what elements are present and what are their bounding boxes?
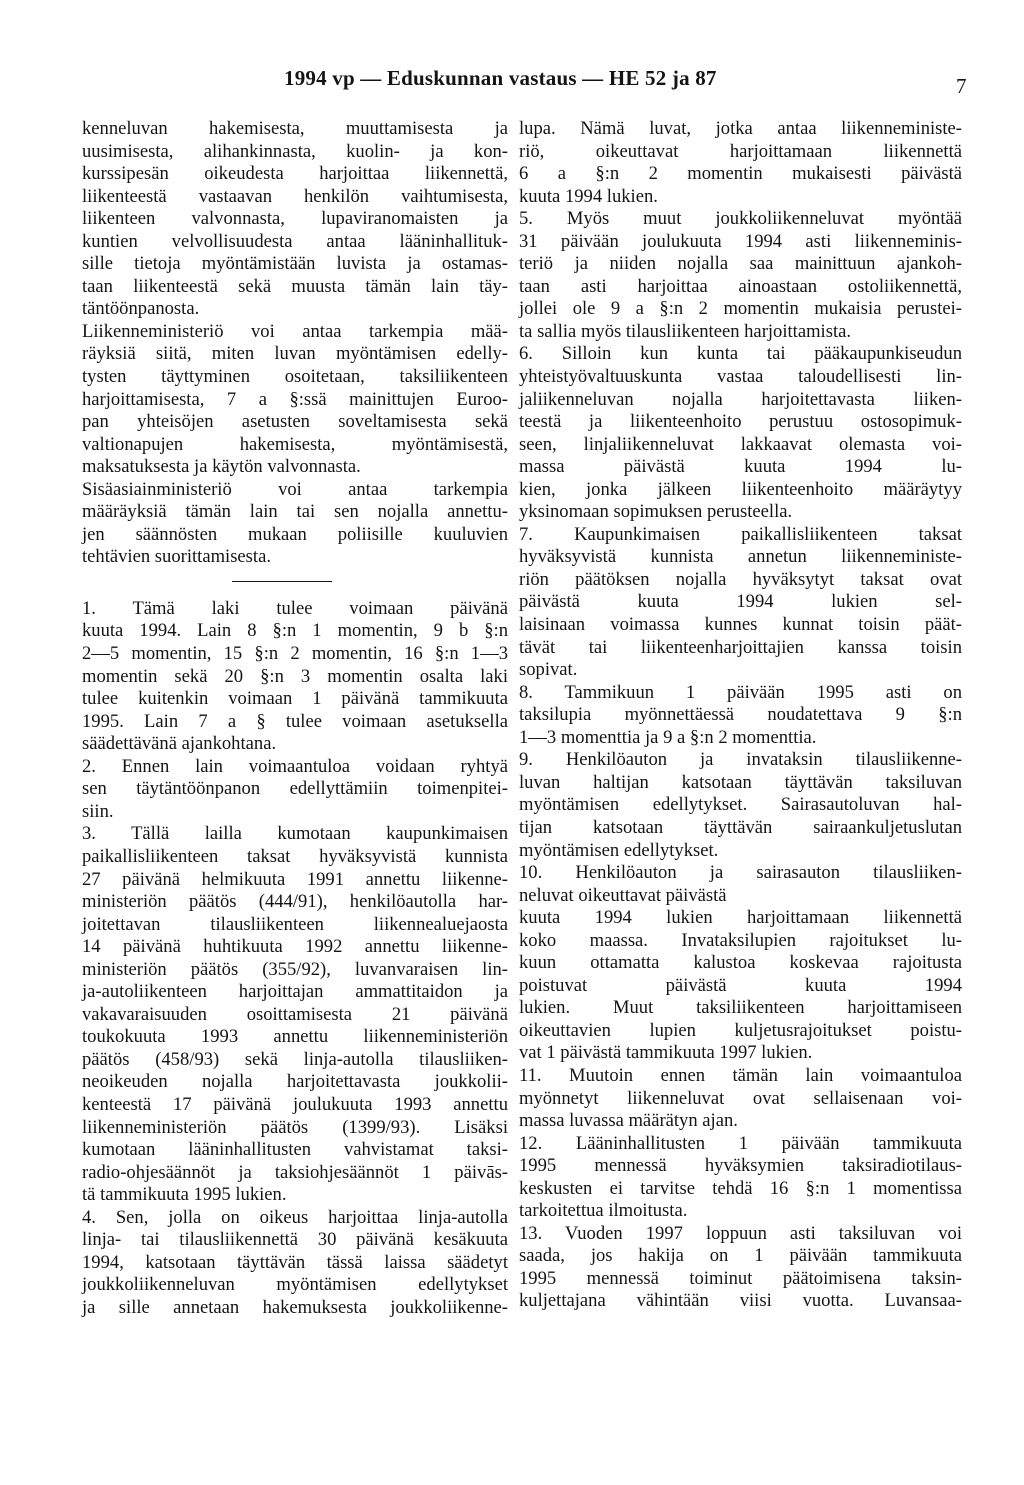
text-line: 5. Myös muut joukkoliikenneluvat myöntää [519,208,962,230]
text-line: 31 päivään joulukuuta 1994 asti liikenneminis- [519,230,962,252]
text-line: joukkoliikenneluvan myöntämisen edellytykset [82,1274,508,1296]
text-line: momentin sekä 20 §:n 3 momentin osalta laki [82,665,508,687]
text-line: sille tietoja myöntämistään luvista ja ostamas- [82,253,508,275]
page-title: 1994 vp — Eduskunnan vastaus — HE 52 ja 87 [284,66,717,90]
text-line: 1995. Lain 7 a § tulee voimaan asetuksella [82,710,508,732]
text-line: 1. Tämä laki tulee voimaan päivänä [82,597,508,619]
text-line: yhteistyövaltuuskunta vastaa taloudellisesti lin- [519,366,962,388]
text-line: Sisäasiainministeriö voi antaa tarkempia [82,478,508,500]
text-line: ministeriön päätös (355/92), luvanvaraisen lin- [82,958,508,980]
text-line: kenneluvan hakemisesta, muuttamisesta ja [82,118,508,139]
text-line: joitettavan tilausliikenteen liikennealuejaosta [82,913,508,935]
text-line: kumotaan lääninhallitusten vahvistamat taksi- [82,1139,508,1161]
text-line: 9. Henkilöauton ja invataksin tilausliikenne- [519,749,962,771]
text-line: kuuta 1994 lukien. [519,185,658,207]
text-line: kuuta 1994 lukien harjoittamaan liikennettä [519,907,962,929]
text-line: pan yhteisöjen asetusten soveltamisesta sekä [82,411,508,433]
text-line: säädettävänä ajankohtana. [82,733,277,755]
text-line: tijan katsotaan täyttävän sairaankuljetuslutan [519,816,962,838]
text-line: 6. Silloin kun kunta tai pääkaupunkiseudun [519,343,962,365]
text-line: kenteestä 17 päivänä joulukuuta 1993 annettu [82,1093,508,1115]
text-line: linja- tai tilausliikennettä 30 päivänä kesäkuuta [82,1229,508,1251]
right-column [519,118,962,1313]
text-line: koko maassa. Invataksilupien rajoitukset lu- [519,929,962,951]
text-line: laisinaan voimassa kunnes kunnat toisin päät- [519,614,962,636]
text-line: yksinomaan sopimuksen perusteella. [519,501,793,523]
text-line: sen täytäntöönpanon edellyttämiin toimenpitei- [82,778,508,800]
text-line: 3. Tällä lailla kumotaan kaupunkimaisen [82,823,508,845]
text-line: siin. [82,800,114,822]
text-line: massa päivästä kuuta 1994 lu- [519,456,962,478]
text-line: kuun ottamatta kalustoa koskevaa rajoitusta [519,952,962,974]
text-line: sopivat. [519,659,578,681]
text-line: ta sallia myös tilausliikenteen harjoittamista. [519,320,852,342]
text-line: 11. Muutoin ennen tämän lain voimaantuloa [519,1064,962,1086]
text-line: liikenneministeriön päätös (1399/93). Lisäksi [82,1116,508,1138]
text-line: tarkoitettua ilmoitusta. [519,1200,688,1222]
text-line: maksatuksesta ja käytön valvonnasta. [82,456,361,478]
text-line: myöntämisen edellytykset. Sairasautoluvan hal- [519,794,962,816]
text-line: kuljettajana vähintään viisi vuotta. Luvansaa- [519,1290,962,1312]
page-number: 7 [956,74,967,98]
text-line: liikenteen valvonnasta, lupaviranomaisten ja [82,208,508,230]
text-line: radio-ohjesäännöt ja taksiohjesäännöt 1 päivās- [82,1161,508,1183]
text-line: 12. Lääninhallitusten 1 päivään tammikuuta [519,1132,962,1154]
text-line: jollei ole 9 a §:n 2 momentin mukaisia perustei- [519,298,962,320]
text-line: Liikenneministeriö voi antaa tarkempia mää- [82,320,508,342]
text-line: määräyksiä tämän lain tai sen nojalla annettu- [82,501,508,523]
text-line: toukokuuta 1993 annettu liikenneministeriön [82,1026,508,1048]
text-line: päätös (458/93) sekä linja-autolla tilausliiken- [82,1048,508,1070]
text-line: poistuvat päivästä kuuta 1994 [519,974,962,996]
text-line: myönnetyt liikenneluvat ovat sellaisenaan voi- [519,1087,962,1109]
text-line: paikallisliikenteen taksat hyväksyvistä kunnista [82,845,508,867]
text-line: tävät tai liikenteenharjoittajien kanssa toisin [519,636,962,658]
text-line: 1995 mennessä toiminut päätoimisena taksin- [519,1267,962,1289]
text-line: teestä ja liikenteenhoito perustuu ostosopimuk- [519,411,962,433]
text-line: valtionapujen hakemisesta, myöntämisestä, [82,433,508,455]
text-line: 10. Henkilöauton ja sairasauton tilausliiken- [519,862,962,884]
text-line: taan asti harjoittaa ainoastaan ostoliikennettä, [519,275,962,297]
text-line: vat 1 päivästä tammikuuta 1997 lukien. [519,1042,813,1064]
text-line: 1995 mennessä hyväksymien taksiradiotilaus- [519,1155,962,1177]
text-line: kuntien velvollisuudesta antaa lääninhallituk- [82,230,508,252]
text-line: saada, jos hakija on 1 päivään tammikuuta [519,1245,962,1267]
section-divider [232,581,332,582]
text-line: myöntämisen edellytykset. [519,839,719,861]
text-line: seen, linjaliikenneluvat lakkaavat olemasta voi- [519,433,962,455]
text-line: kien, jonka jälkeen liikenteenhoito määräytyy [519,478,962,500]
text-line: oikeuttavien lupien kuljetusrajoitukset poistu- [519,1019,962,1041]
text-line: uusimisesta, alihankinnasta, kuolin- ja kon- [82,140,508,162]
text-line: 27 päivänä helmikuuta 1991 annettu liikenne- [82,868,508,890]
text-line: taan liikenteestä sekä muusta tämän lain täy- [82,275,508,297]
text-line: räyksiä siitä, miten luvan myöntämisen edelly- [82,343,508,365]
text-line: harjoittamisesta, 7 a §:ssä mainittujen Euroo- [82,388,508,410]
text-line: massa luvassa määrätyn ajan. [519,1110,738,1132]
text-line: kuuta 1994. Lain 8 §:n 1 momentin, 9 b §:n [82,620,508,642]
text-line: keskusten ei tarvitse tehdä 16 §:n 1 momentissa [519,1177,962,1199]
text-line: tä tammikuuta 1995 lukien. [82,1184,287,1206]
text-line: päivästä kuuta 1994 lukien sel- [519,591,962,613]
text-line: taksilupia myönnettäessä noudatettava 9 §:n [519,704,962,726]
text-line: 6 a §:n 2 momentin mukaisesti päivästä [519,163,962,185]
text-line: 14 päivänä huhtikuuta 1992 annettu liikenne- [82,936,508,958]
text-line: ja sille annetaan hakemuksesta joukkoliikenne- [82,1296,508,1318]
text-line: 2—5 momentin, 15 §:n 2 momentin, 16 §:n 1—3 [82,643,508,665]
text-line: 7. Kaupunkimaisen paikallisliikenteen taksat [519,523,962,545]
left-column [82,118,508,1319]
text-line: vakavaraisuuden osoittamisesta 21 päivänä [82,1003,508,1025]
text-line: 4. Sen, jolla on oikeus harjoittaa linja-autolla [82,1206,508,1228]
text-line: täntöönpanosta. [82,298,200,320]
page-header [0,66,1024,96]
text-line: 13. Vuoden 1997 loppuun asti taksiluvan voi [519,1222,962,1244]
text-line: neluvat oikeuttavat päivästä [519,884,727,906]
text-line: riö, oikeuttavat harjoittamaan liikennettä [519,140,962,162]
text-line: hyväksyvistä kunnista annetun liikenneministe- [519,546,962,568]
text-line: jen säännösten mukaan poliisille kuuluvien [82,523,508,545]
text-line: tehtävien suorittamisesta. [82,546,271,568]
text-line: 1994, katsotaan täyttävän tässä laissa säädetyt [82,1251,508,1273]
text-line: tysten täyttyminen osoitetaan, taksiliikenteen [82,366,508,388]
text-line: ja-autoliikenteen harjoittajan ammattitaidon ja [82,981,508,1003]
text-line: luvan haltijan katsotaan täyttävän taksiluvan [519,771,962,793]
text-line: lupa. Nämä luvat, jotka antaa liikenneministe- [519,118,962,139]
text-line: 1—3 momenttia ja 9 a §:n 2 momenttia. [519,726,817,748]
text-line: jaliikenneluvan nojalla harjoitettavasta liiken- [519,388,962,410]
text-line: ministeriön päätös (444/91), henkilöautolla har- [82,891,508,913]
text-line: liikenteestä vastaavan henkilön vaihtumisesta, [82,185,508,207]
text-line: 8. Tammikuun 1 päivään 1995 asti on [519,681,962,703]
text-line: lukien. Muut taksiliikenteen harjoittamiseen [519,997,962,1019]
text-line: teriö ja niiden nojalla saa mainittuun ajankoh- [519,253,962,275]
text-line: tulee kuitenkin voimaan 1 päivänä tammikuuta [82,688,508,710]
text-line: neoikeuden nojalla harjoitettavasta joukkolii- [82,1071,508,1093]
text-line: kurssipesän oikeudesta harjoittaa liikennettä, [82,163,508,185]
text-line: 2. Ennen lain voimaantuloa voidaan ryhtyä [82,755,508,777]
text-line: riön päätöksen nojalla hyväksytyt taksat ovat [519,568,962,590]
